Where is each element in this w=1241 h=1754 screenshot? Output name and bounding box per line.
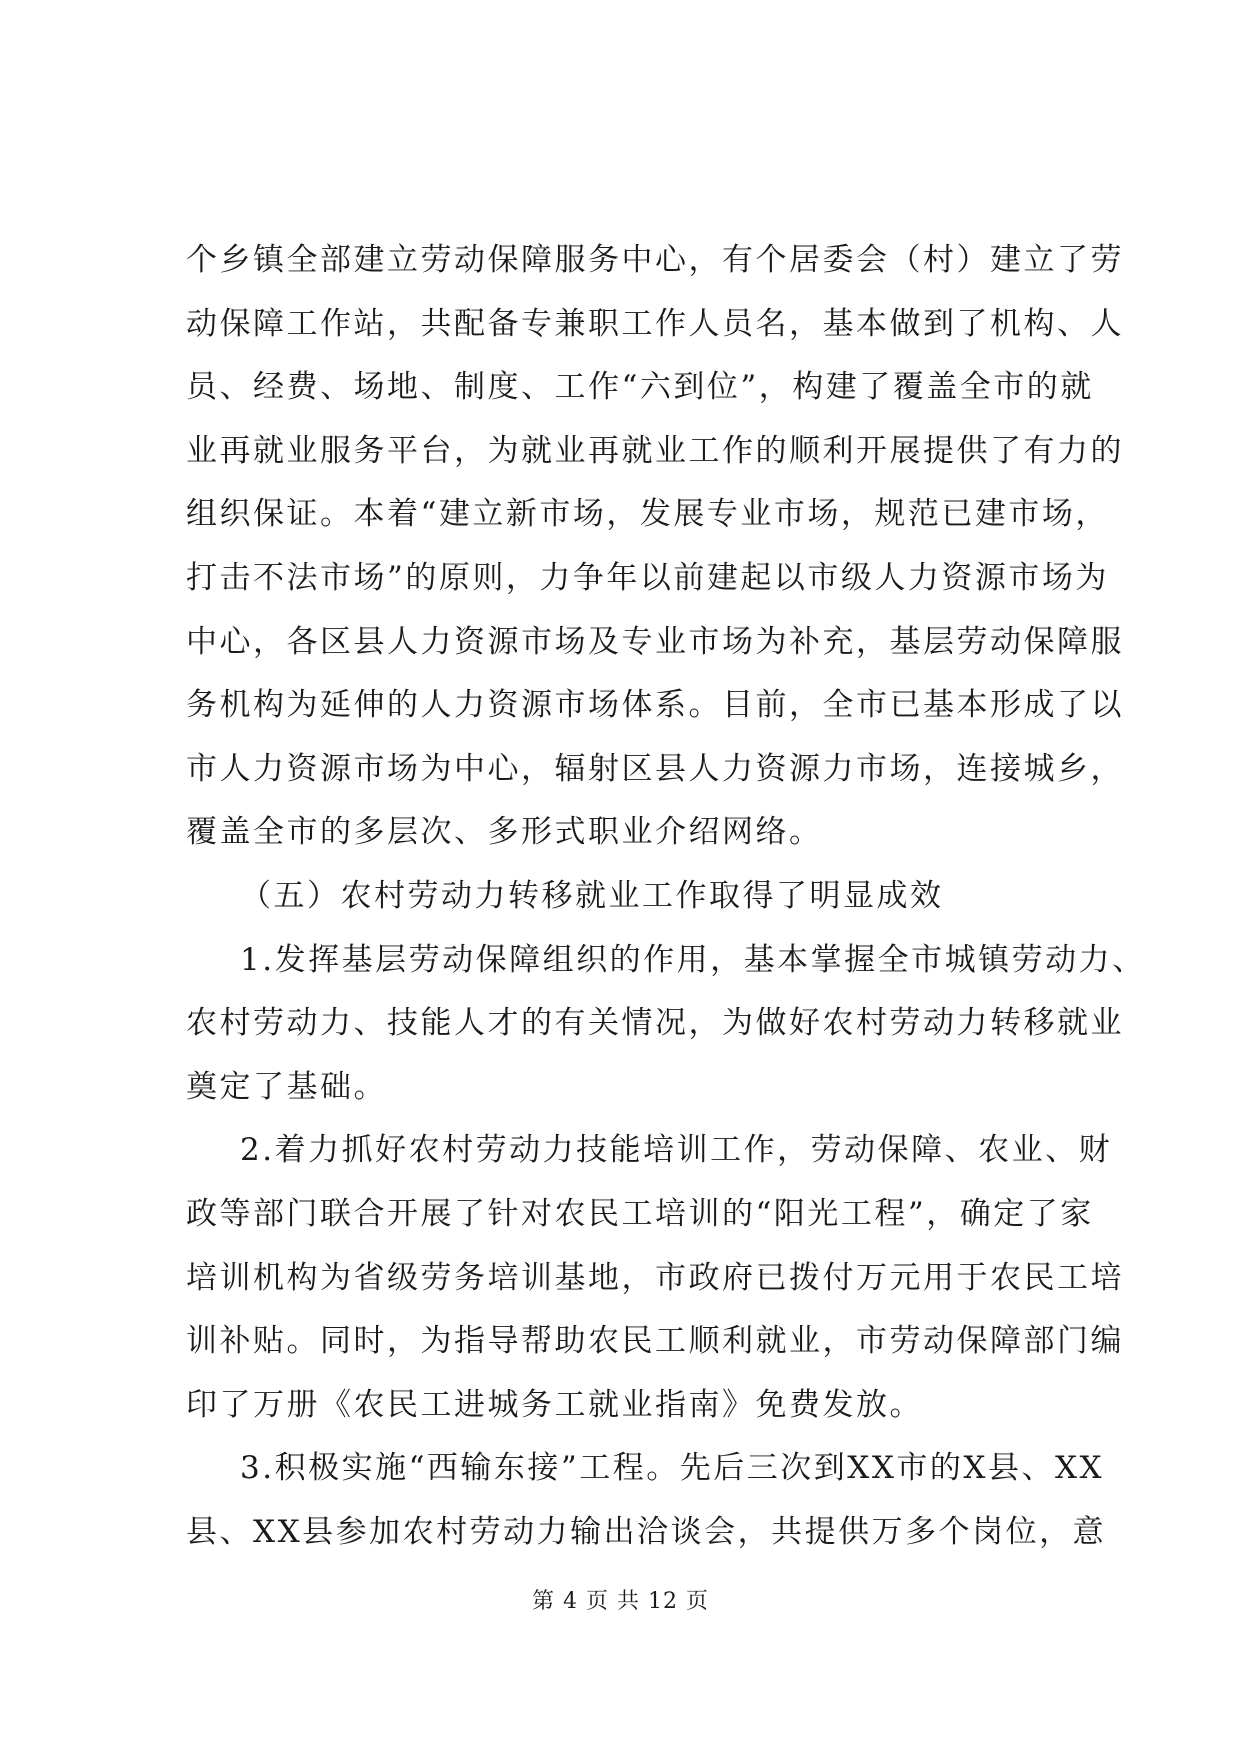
text-line: 务机构为延伸的人力资源市场体系。目前，全市已基本形成了以 <box>186 687 1124 724</box>
text-line: 员、经费、场地、制度、工作“六到位”，构建了覆盖全市的就 <box>186 369 1094 406</box>
text-line: 培训机构为省级劳务培训基地，市政府已拨付万元用于农民工培 <box>186 1259 1124 1296</box>
text-line: 县、XX县参加农村劳动力输出洽谈会，共提供万多个岗位，意 <box>186 1513 1107 1550</box>
text-line: 2.着力抓好农村劳动力技能培训工作，劳动保障、农业、财 <box>240 1132 1113 1169</box>
text-line: 市人力资源市场为中心，辐射区县人力资源力市场，连接城乡， <box>186 750 1124 787</box>
page-footer: 第 4 页 共 12 页 <box>532 1589 709 1614</box>
text-line: 3.积极实施“西输东接”工程。先后三次到XX市的X县、XX <box>240 1450 1105 1487</box>
text-line: 训补贴。同时，为指导帮助农民工顺利就业，市劳动保障部门编 <box>186 1323 1124 1360</box>
text-line: 组织保证。本着“建立新市场，发展专业市场，规范已建市场， <box>186 496 1109 533</box>
section-heading: （五）农村劳动力转移就业工作取得了明显成效 <box>240 877 944 914</box>
text-line: 印了万册《农民工进城务工就业指南》免费发放。 <box>186 1386 923 1423</box>
text-line: 打击不法市场”的原则，力争年以前建起以市级人力资源市场为 <box>186 559 1109 596</box>
text-line: 奠定了基础。 <box>186 1068 387 1105</box>
text-line: 中心，各区县人力资源市场及专业市场为补充，基层劳动保障服 <box>186 623 1124 660</box>
text-line: 动保障工作站，共配备专兼职工作人员名，基本做到了机构、人 <box>186 305 1124 342</box>
text-line: 政等部门联合开展了针对农民工培训的“阳光工程”，确定了家 <box>186 1195 1094 1232</box>
text-line: 1.发挥基层劳动保障组织的作用，基本掌握全市城镇劳动力、 <box>240 941 1146 978</box>
text-line: 覆盖全市的多层次、多形式职业介绍网络。 <box>186 814 823 851</box>
body-text <box>186 229 1146 1564</box>
text-line: 个乡镇全部建立劳动保障服务中心，有个居委会（村）建立了劳 <box>186 242 1124 278</box>
text-line: 业再就业服务平台，为就业再就业工作的顺利开展提供了有力的 <box>186 432 1124 469</box>
text-line: 农村劳动力、技能人才的有关情况，为做好农村劳动力转移就业 <box>186 1005 1124 1042</box>
